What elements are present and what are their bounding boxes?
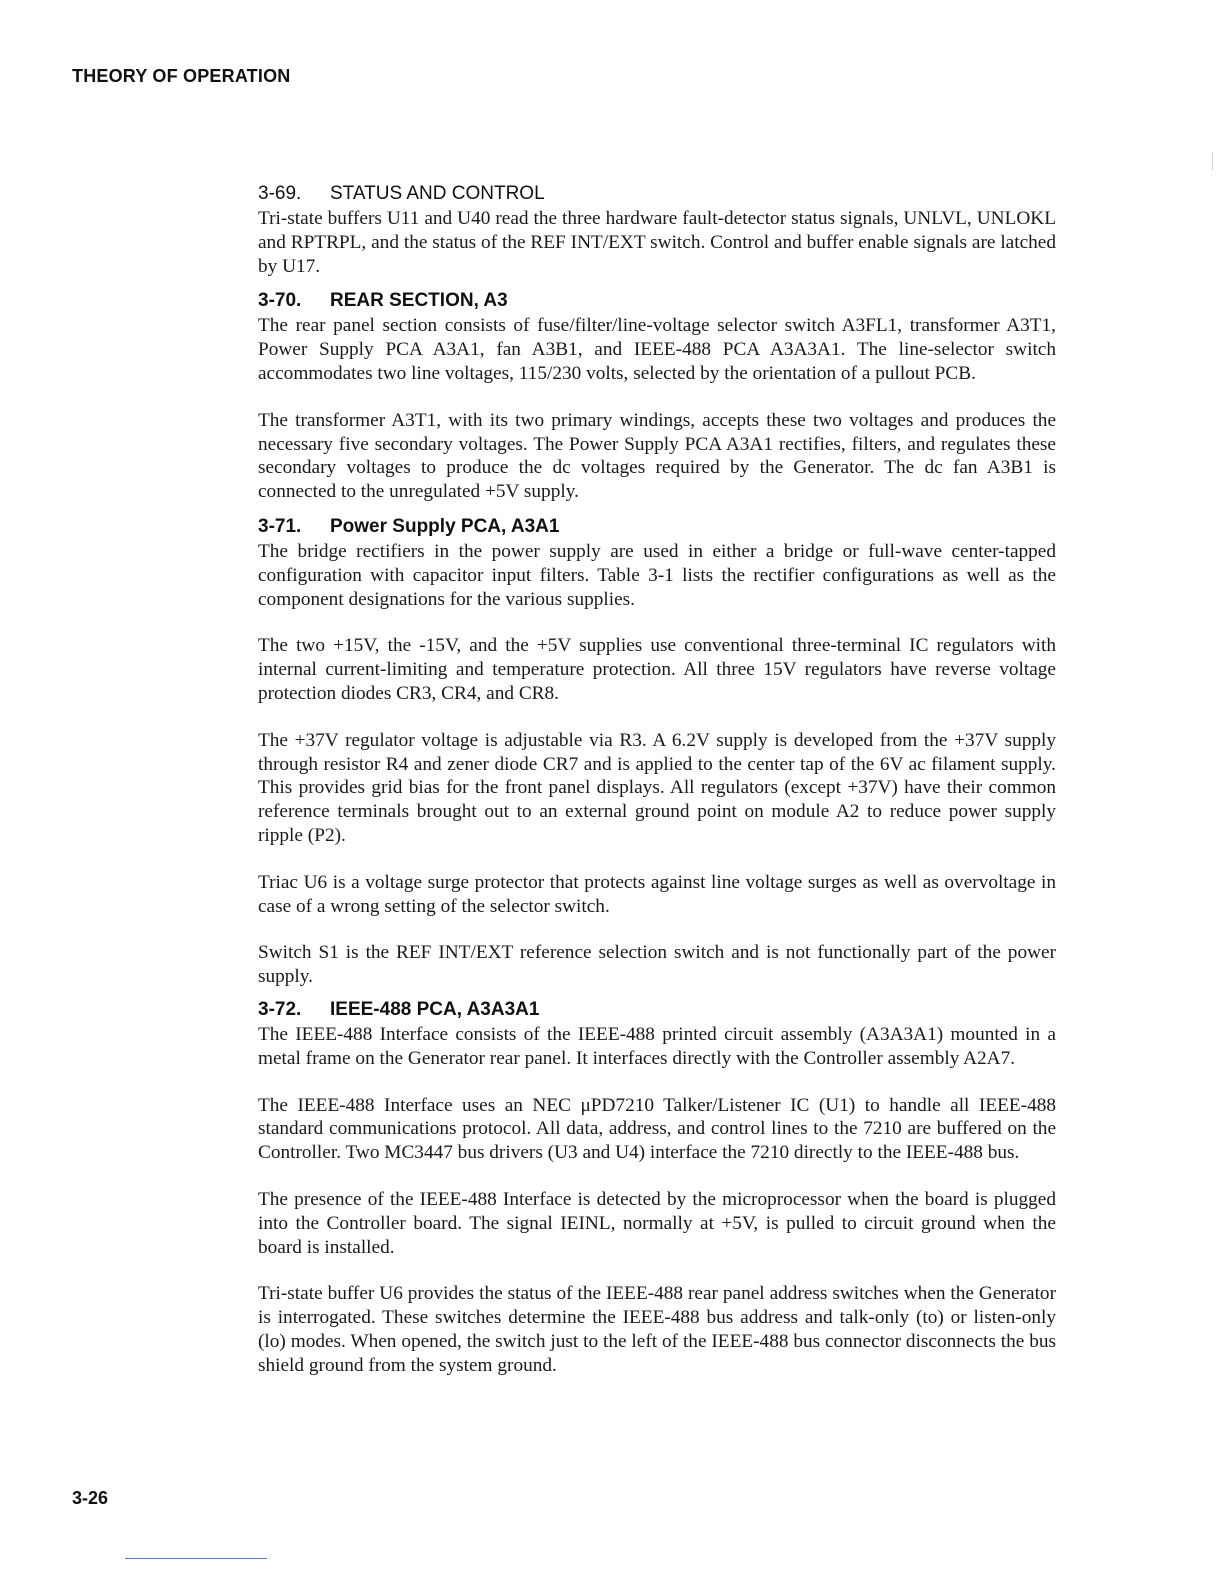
paragraph: The IEEE-488 Interface uses an NEC μPD7210 Talker/Listener IC (U1) to handle all IEEE-488 standard communications protocol. All data, address, and control lines to the 7210 are buffered on the Controller. Two MC3447 bus drivers (U3 and U4) interface the 7210 directly to the IEEE-488 bus. [258,1094,1056,1164]
footer-rule [125,1558,267,1559]
paragraph: The rear panel section consists of fuse/filter/line-voltage selector switch A3FL1, transformer A3T1, Power Supply PCA A3A1, fan A3B1, and IEEE-488 PCA A3A3A1. The line-selector switch accommodates two line voltages, 115/230 volts, selected by the orientation of a pullout PCB. [258,315,1056,384]
paragraph: The bridge rectifiers in the power supply are used in either a bridge or full-wave center-tapped configuration with capacitor input filters. Table 3-1 lists the rectifier configurations as well as the component designations for the various supplies. [258,540,1056,610]
paragraph: The transformer A3T1, with its two primary windings, accepts these two voltages and produces the necessary five secondary voltages. The Power Supply PCA A3A1 rectifies, filters, and regulates these secondary voltages to produce the dc voltages required by the Generator. The dc fan A3B1 is connected to the unregulated +5V supply. [258,409,1056,503]
paragraph: Tri-state buffers U11 and U40 read the three hardware fault-detector status signals, UNLVL, UNLOKL and RPTRPL, and the status of the REF INT/EXT switch. Control and buffer enable signals are latched by U17. [258,208,1056,277]
paragraph: The two +15V, the -15V, and the +5V supplies use conventional three-terminal IC regulators with internal current-limiting and temperature protection. All three 15V regulators have reverse voltage protection diodes CR3, CR4, and CR8. [258,635,1056,704]
scan-edge-mark [1212,152,1213,170]
section-title: REAR SECTION, A3 [330,290,508,312]
section-heading-3-71 [258,515,1056,539]
paragraph: Triac U6 is a voltage surge protector that protects against line voltage surges as well as overvoltage in case of a wrong setting of the selector switch. [258,871,1056,917]
page-body [258,182,1056,1377]
section-number: 3-69. [258,183,302,204]
section-heading-3-72 [258,998,1056,1022]
paragraph: Tri-state buffer U6 provides the status of the IEEE-488 rear panel address switches when the Generator is interrogated. These switches determine the IEEE-488 bus address and talk-only (to) or listen-only (lo) modes. When opened, the switch just to the left of the IEEE-488 bus connector disconnects the bus shield ground from the system ground. [258,1283,1056,1376]
paragraph: The +37V regulator voltage is adjustable via R3. A 6.2V supply is developed from the +37V supply through resistor R4 and zener diode CR7 and is applied to the center tap of the 6V ac filament supply. This provides grid bias for the front panel displays. All regulators (except +37V) have their common reference terminals brought out to an external ground point on module A2 to reduce power supply ripple (P2). [258,729,1056,846]
section-number: 3-70. [258,290,302,312]
page-header: THEORY OF OPERATION [72,66,291,86]
paragraph: The IEEE-488 Interface consists of the IEEE-488 printed circuit assembly (A3A3A1) mounted in a metal frame on the Generator rear panel. It interfaces directly with the Controller assembly A2A7. [258,1023,1056,1069]
section-number: 3-72. [258,998,302,1020]
section-number: 3-71. [258,515,302,537]
section-heading-3-69 [258,182,1056,206]
section-title: IEEE-488 PCA, A3A3A1 [330,998,540,1020]
section-title: STATUS AND CONTROL [330,183,545,204]
paragraph: The presence of the IEEE-488 Interface is detected by the microprocessor when the board is plugged into the Controller board. The signal IEINL, normally at +5V, is pulled to circuit ground when the board is installed. [258,1188,1056,1258]
page-number: 3-26 [72,1488,109,1508]
paragraph: Switch S1 is the REF INT/EXT reference selection switch and is not functionally part of the power supply. [258,942,1056,988]
section-title: Power Supply PCA, A3A1 [330,515,560,537]
section-heading-3-70 [258,289,1056,313]
